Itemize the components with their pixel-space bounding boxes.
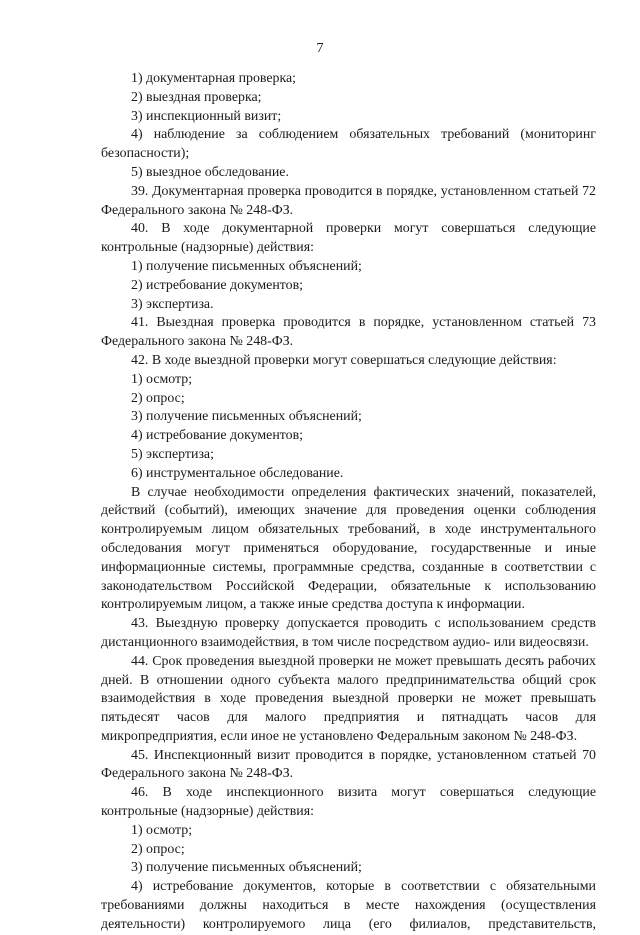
paragraph-40: 40. В ходе документарной проверки могут совершаться следующие контрольные (надзорные) действия: [101, 221, 596, 256]
list-item: 1) осмотр; [131, 822, 193, 838]
paragraph-43: 43. Выездную проверку допускается проводить с использованием средств дистанционного взаимодействия, в том числе посредством аудио- или видеосвязи. [101, 616, 596, 650]
list-item: 4) истребование документов; [131, 428, 304, 444]
document-body [101, 70, 596, 935]
list-item: 3) получение письменных объяснений; [131, 860, 362, 876]
list-item: 3) экспертиза. [131, 296, 214, 312]
list-item: 2) выездная проверка; [131, 89, 262, 105]
page-number: 7 [316, 41, 324, 56]
list-item: 1) получение письменных объяснений; [131, 258, 362, 274]
paragraph-45: 45. Инспекционный визит проводится в порядке, установленном статьей 70 Федерального закона № 248-ФЗ. [101, 747, 596, 782]
list-item: 4) наблюдение за соблюдением обязательных требований (мониторинг безопасности); [101, 127, 596, 162]
paragraph-44: 44. Срок проведения выездной проверки не может превышать десять рабочих дней. В отношении одного субъекта малого предпринимательства общий срок взаимодействия в ходе проведения выездной проверки не может превышать пятьдесят часов для малого предприятия и пятнадцать часов для микропредприятия, если иное не установлено Федеральным законом № 248-ФЗ. [101, 653, 596, 744]
list-item: 2) истребование документов; [131, 277, 304, 293]
paragraph-39: 39. Документарная проверка проводится в порядке, установленном статьей 72 Федерального закона № 248-ФЗ. [101, 183, 596, 218]
list-item: 2) опрос; [131, 390, 185, 406]
list-item: 3) инспекционный визит; [131, 108, 282, 124]
paragraph-42: 42. В ходе выездной проверки могут совершаться следующие действия: [131, 352, 557, 368]
list-item: 1) документарная проверка; [131, 71, 297, 86]
list-item: 3) получение письменных объяснений; [131, 409, 362, 425]
list-item: 1) осмотр; [131, 371, 193, 387]
list-item: 6) инструментальное обследование. [131, 465, 344, 481]
list-item: 5) выездное обследование. [131, 164, 289, 180]
paragraph-46: 46. В ходе инспекционного визита могут совершаться следующие контрольные (надзорные) действия: [101, 785, 596, 820]
paragraph-41: 41. Выездная проверка проводится в порядке, установленном статьей 73 Федерального закона № 248-ФЗ. [101, 315, 596, 350]
list-item: 4) истребование документов, которые в соответствии с обязательными требованиями должны находиться в месте нахождения (осуществления деятельности) контролируемого лица (его филиалов, представительств, [101, 879, 596, 932]
paragraph-instrumental: В случае необходимости определения фактических значений, показателей, действий (событий), имеющих значение для проведения оценки соблюдения контролируемым лицом обязательных требований, в ходе инструментального обследования могут применяться оборудование, государственные и иные информационные системы, программные средства, созданные в соответствии с законодательством Российской Федерации, обязательные к использованию контролируемым лицом, а также иные средства доступа к информации. [101, 484, 596, 613]
list-item: 5) экспертиза; [131, 446, 214, 462]
list-item: 2) опрос; [131, 841, 185, 857]
